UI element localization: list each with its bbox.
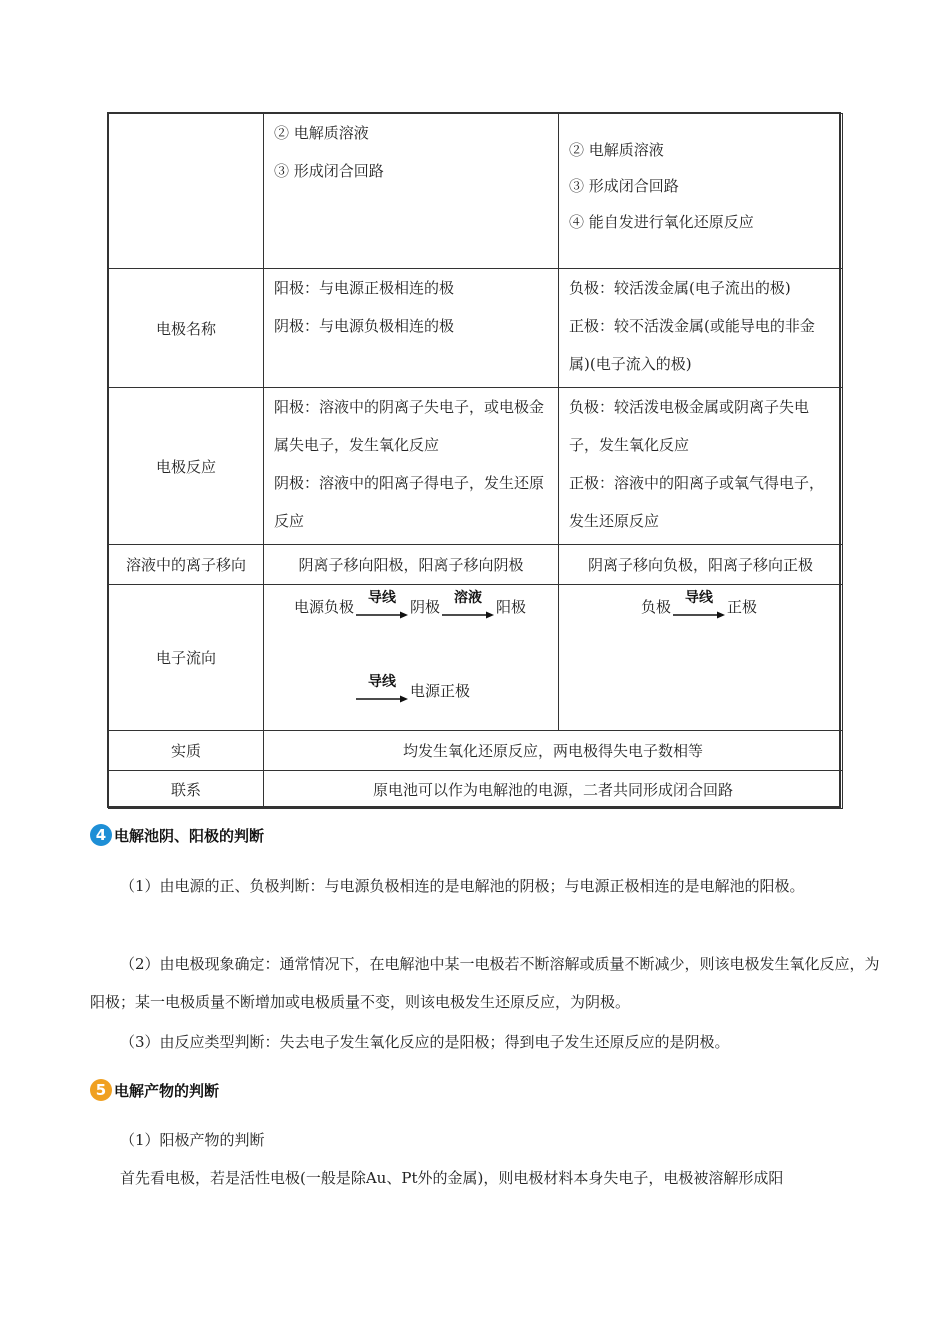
flow-node: 负极 <box>641 598 672 616</box>
number-4-badge-icon: 4 <box>90 824 112 846</box>
table-row <box>109 388 843 545</box>
flow-line-2 <box>354 674 471 707</box>
electrolysis-conditions-cell <box>264 114 559 269</box>
table-row <box>109 545 843 585</box>
electrolysis-ion-migration: 阴离子移向阳极，阳离子移向阴极 <box>264 545 559 585</box>
galvanic-electrode-names <box>559 269 843 388</box>
row-label: 联系 <box>109 771 264 809</box>
row-label: 电极名称 <box>109 269 264 388</box>
section-title: 电解产物的判断 <box>114 1081 220 1100</box>
arrow-icon <box>356 674 408 707</box>
row-label: 溶液中的离子移向 <box>109 545 264 585</box>
cell-line: 阴极：溶液中的阳离子得电子，发生还原反应 <box>274 474 545 530</box>
flow-node: 电源负极 <box>294 598 355 616</box>
section-4-heading <box>90 824 264 846</box>
galvanic-conditions-cell <box>559 114 843 269</box>
paragraph: （1）阳极产物的判断 <box>120 1131 265 1149</box>
cell-line: 正极：溶液中的阳离子或氧气得电子，发生还原反应 <box>569 474 825 530</box>
relation-text: 原电池可以作为电解池的电源，二者共同形成闭合回路 <box>264 771 843 809</box>
flow-line-1 <box>294 590 527 623</box>
arrow-label: 溶液 <box>454 590 483 606</box>
arrow-label: 导线 <box>685 590 714 606</box>
essence-text: 均发生氧化还原反应，两电极得失电子数相等 <box>264 731 843 771</box>
electrolysis-electron-flow <box>264 585 559 731</box>
table-row <box>109 269 843 388</box>
cell-line: 阴极：与电源负极相连的极 <box>274 317 455 335</box>
comparison-table <box>108 113 843 809</box>
number-5-badge-icon: 5 <box>90 1079 112 1101</box>
cell-line: ② 电解质溶液 <box>274 124 369 142</box>
galvanic-electrode-reactions <box>559 388 843 545</box>
cell-line: 阳极：溶液中的阴离子失电子，或电极金属失电子，发生氧化反应 <box>274 398 545 454</box>
flow-line <box>641 590 758 623</box>
flow-node: 阴极 <box>410 598 441 616</box>
section-5-heading <box>90 1079 219 1101</box>
paragraph: （1）由电源的正、负极判断：与电源负极相连的是电解池的阴极；与电源正极相连的是电解池的阳极。 <box>120 877 805 895</box>
arrow-label: 导线 <box>368 590 397 606</box>
paragraph: 首先看电极，若是活性电极(一般是除Au、Pt外的金属)，则电极材料本身失电子，电极被溶解形成阳 <box>120 1169 784 1187</box>
flow-node: 正极 <box>727 598 758 616</box>
paragraph: （3）由反应类型判断：失去电子发生氧化反应的是阳极；得到电子发生还原反应的是阴极。 <box>120 1033 730 1051</box>
table-row <box>109 585 843 731</box>
arrow-icon <box>442 590 494 623</box>
arrow-icon <box>673 590 725 623</box>
arrow-icon <box>356 590 408 623</box>
galvanic-ion-migration: 阴离子移向负极，阳离子移向正极 <box>559 545 843 585</box>
cell-line: ② 电解质溶液 <box>569 141 664 159</box>
row-label <box>109 114 264 269</box>
electrolysis-electrode-reactions <box>264 388 559 545</box>
cell-line: ③ 形成闭合回路 <box>569 177 679 195</box>
cell-line: ③ 形成闭合回路 <box>274 162 384 180</box>
cell-line: ④ 能自发进行氧化还原反应 <box>569 213 754 231</box>
electrolysis-electrode-names <box>264 269 559 388</box>
flow-node: 阳极 <box>496 598 527 616</box>
section-title: 电解池阴、阳极的判断 <box>114 826 265 845</box>
cell-line: 负极：较活泼电极金属或阴离子失电子，发生氧化反应 <box>569 398 810 454</box>
row-label: 电子流向 <box>109 585 264 731</box>
arrow-label: 导线 <box>368 674 396 690</box>
row-label: 实质 <box>109 731 264 771</box>
flow-node: 电源正极 <box>410 682 471 700</box>
table-row <box>109 731 843 771</box>
table-row <box>109 771 843 809</box>
row-label: 电极反应 <box>109 388 264 545</box>
cell-line: 正极：较不活泼金属(或能导电的非金属)(电子流入的极) <box>569 317 815 373</box>
cell-line: 阳极：与电源正极相连的极 <box>274 279 455 297</box>
table-row <box>109 114 843 269</box>
galvanic-electron-flow <box>559 585 843 731</box>
paragraph: （2）由电极现象确定：通常情况下，在电解池中某一电极若不断溶解或质量不断减少，则该电极发生氧化反应，为阳极；某一电极质量不断增加或电极质量不变，则该电极发生还原反应，为阴极。 <box>90 955 880 1011</box>
cell-line: 负极：较活泼金属(电子流出的极) <box>569 279 791 297</box>
